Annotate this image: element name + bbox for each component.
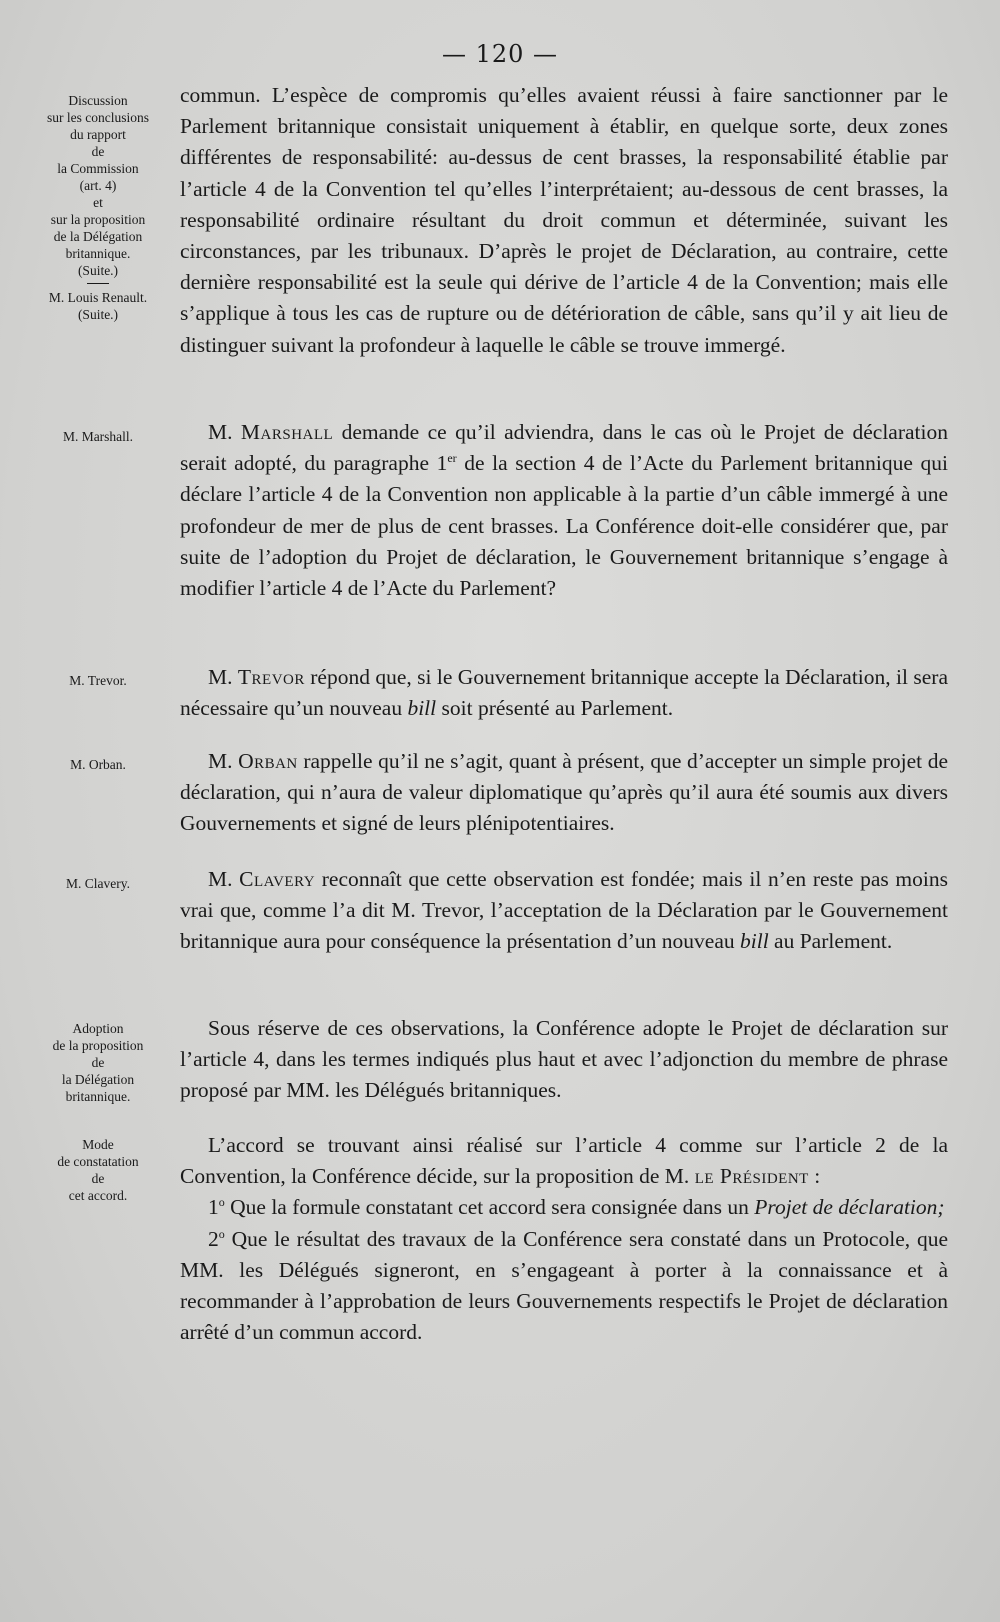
- margin-note-line: (Suite.): [77, 263, 119, 278]
- paragraph-text: Que le résultat des travaux de la Conférence sera constaté dans un Protocole, que MM. les Délégués signeront, en s’engageant à porter à la connaissance et à recommander à l’approbation de leurs Gouvernements respectifs le Projet de déclaration arrêté d’un commun accord.: [180, 1226, 948, 1345]
- margin-note-mode: [28, 1136, 168, 1204]
- margin-note-orban: M. Orban.: [70, 757, 126, 772]
- margin-note-line: de la Délégation: [53, 229, 143, 244]
- page-number: — 120 —: [441, 40, 559, 68]
- margin-note-line: la Délégation: [61, 1072, 135, 1087]
- italic-term: bill: [407, 696, 437, 721]
- paragraph-trevor: [180, 662, 948, 724]
- margin-note-line: Mode: [82, 1137, 114, 1152]
- speaker-name: Clavery: [239, 867, 316, 891]
- margin-note-marshall: M. Marshall.: [62, 429, 134, 444]
- paragraph-text: Que la formule constatant cet accord sera consignée dans un: [224, 1195, 755, 1220]
- margin-note-line: cet accord.: [68, 1188, 128, 1203]
- margin-note-line: du rapport: [70, 127, 126, 142]
- margin-note-line: sur les conclusions: [47, 110, 149, 125]
- speaker-prefix: M.: [208, 420, 241, 444]
- speaker-prefix: M.: [208, 867, 240, 891]
- list-number: 2: [208, 1226, 219, 1251]
- margin-note-line: de constatation: [57, 1154, 139, 1169]
- paragraph-marshall: [180, 417, 948, 604]
- margin-note-line: sur la proposition: [50, 212, 146, 227]
- superscript: o: [218, 1195, 225, 1210]
- paragraph-text: demande ce qu’il adviendra, dans le cas où le Projet de déclaration serait adopté, du paragraphe 1: [180, 420, 948, 476]
- margin-note-line: de: [91, 144, 105, 159]
- paragraph-mode: [180, 1130, 948, 1348]
- speaker-name: Marshall: [240, 420, 334, 444]
- margin-note-line: la Commission: [57, 161, 139, 176]
- margin-rule: [87, 283, 109, 284]
- speaker-prefix: M.: [208, 665, 238, 689]
- margin-note-line: britannique.: [65, 1089, 131, 1104]
- superscript: er: [447, 451, 457, 466]
- margin-note-line: britannique.: [65, 246, 131, 261]
- paragraph-clavery: [180, 864, 948, 958]
- paragraph-text: répond que, si le Gouvernement britannique accepte la Déclaration, il sera nécessaire qu’un nouveau: [180, 665, 948, 721]
- margin-note-line: M. Louis Renault.: [48, 290, 148, 305]
- italic-term: bill: [740, 929, 769, 954]
- margin-note-line: de la proposition: [52, 1038, 144, 1053]
- margin-note-line: Discussion: [68, 93, 128, 108]
- margin-note-adoption: [28, 1020, 168, 1105]
- margin-note-line: (art. 4): [79, 178, 117, 193]
- margin-note-discussion: [28, 92, 168, 323]
- list-item: [180, 1224, 948, 1349]
- speaker-name: Orban: [238, 749, 298, 773]
- paragraph-renault-continued: [180, 80, 948, 361]
- margin-note-line: (Suite.): [77, 307, 119, 322]
- paragraph-adoption: [180, 1013, 948, 1107]
- paragraph-text: Sous réserve de ces observations, la Conférence adopte le Projet de déclaration sur l’article 4, dans les termes indiqués plus haut et avec l’adjonction du membre de phrase proposé par MM. les Délégués britanniques.: [180, 1016, 948, 1103]
- paragraph-text: :: [808, 1164, 821, 1189]
- margin-note-line: Adoption: [72, 1021, 124, 1036]
- paragraph-text: de la section 4 de l’Acte du Parlement britannique qui déclare l’article 4 de la Convention non applicable à la partie d’un câble immergé à une profondeur de mer de plus de cent brasses. La Conférence doit-elle considérer que, par suite de l’adoption du Projet de déclaration, le Gouvernement britannique s’engage à modifier l’article 4 de l’Acte du Parlement?: [180, 451, 949, 601]
- margin-note-clavery: M. Clavery.: [66, 876, 130, 891]
- paragraph-orban: [180, 746, 948, 840]
- paragraph-text: soit présenté au Parlement.: [436, 696, 674, 721]
- paragraph-text: rappelle qu’il ne s’agit, quant à présent, que d’accepter un simple projet de déclaration, qui n’aura de valeur diplomatique qu’après qu’il aura été soumis aux divers Gouvernements et signé de leurs plénipotentiaires.: [180, 749, 948, 836]
- paragraph-text: L’accord se trouvant ainsi réalisé sur l’article 4 comme sur l’article 2 de la Convention, la Conférence décide, sur la proposition de M.: [180, 1133, 948, 1189]
- speaker-prefix: M.: [208, 749, 239, 773]
- margin-note-trevor: M. Trevor.: [69, 673, 127, 688]
- list-number: 1: [208, 1195, 219, 1220]
- paragraph-text: au Parlement.: [768, 929, 893, 954]
- speaker-name: Trevor: [237, 665, 305, 689]
- president-title: le Président: [694, 1164, 809, 1189]
- superscript: o: [218, 1226, 225, 1241]
- italic-term: Projet de déclaration;: [754, 1195, 945, 1220]
- margin-note-line: de: [91, 1055, 105, 1070]
- list-item: [180, 1192, 948, 1223]
- paragraph-text: reconnaît que cette observation est fondée; mais il n’en reste pas moins vrai que, comme l’a dit M. Trevor, l’acceptation de la Déclaration par le Gouvernement britannique aura pour conséquence la présentation d’un nouveau: [180, 867, 948, 954]
- paragraph-text: commun. L’espèce de compromis qu’elles avaient réussi à faire sanctionner par le Parlement britannique consistait uniquement à établir, en quelque sorte, deux zones différentes de responsabilité: au-dessus de cent brasses, la responsabilité établie par l’article 4 de la Convention tel qu’elles l’interprétaient; au-dessous de cent brasses, la responsabilité ordinaire résultant du droit commun et déterminée, suivant les circonstances, par les tribunaux. D’après le projet de Déclaration, au contraire, cette dernière responsabilité est la seule qui dérive de l’article 4 de la Convention; mais elle s’applique à tous les cas de rupture ou de détérioration de câble, sans qu’il y ait lieu de distinguer suivant la profondeur à laquelle le câble se trouve immergé.: [180, 83, 948, 357]
- margin-note-line: et: [93, 195, 103, 210]
- margin-note-line: de: [91, 1171, 105, 1186]
